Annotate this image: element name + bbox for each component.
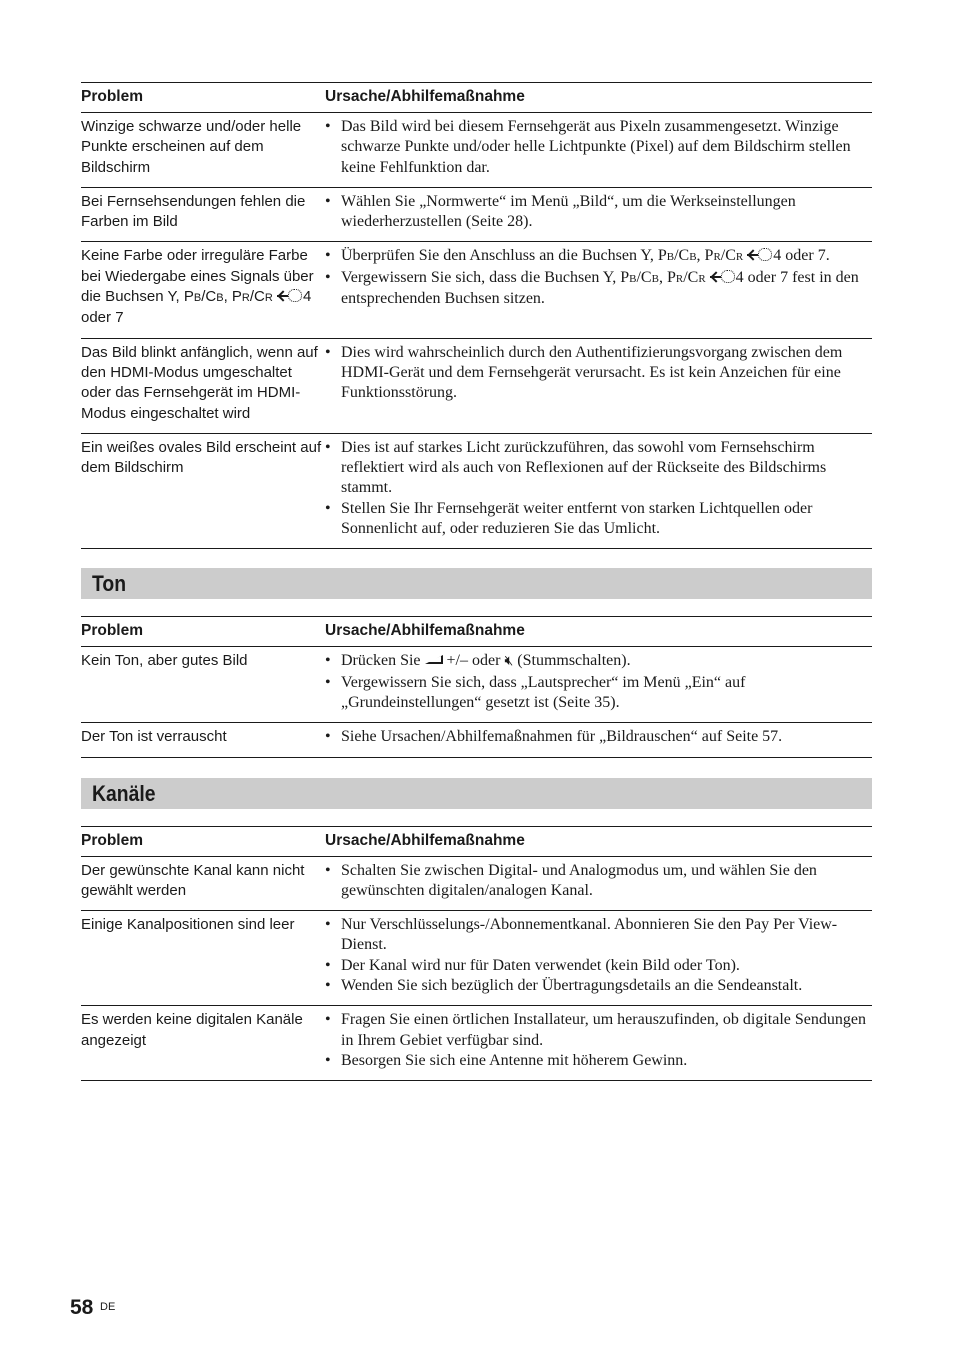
bullet-item: • Der Kanal wird nur für Daten verwendet (kein Bild oder Ton).	[325, 956, 872, 976]
bullet-item: • Das Bild wird bei diesem Fernsehgerät aus Pixeln zusammengesetzt. Winzige schwarze Punkte und/oder helle Lichtpunkte (Pixel) auf dem Bildschirm stellen keine Fehlfunktion dar.	[325, 117, 872, 178]
section-title: Kanäle	[92, 780, 156, 806]
problem-cell: Bei Fernsehsendungen fehlen die Farben im Bild	[81, 187, 325, 242]
input-jack-icon	[710, 270, 736, 284]
bild-table	[81, 82, 872, 549]
solution-cell	[325, 187, 872, 242]
solution-cell	[325, 433, 872, 548]
table-row	[81, 187, 872, 242]
text-part: /C	[249, 288, 265, 306]
subscript: R	[735, 251, 744, 264]
table-row	[81, 856, 872, 911]
subscript: B	[216, 292, 224, 305]
section-heading-ton	[81, 568, 872, 599]
problem-cell: Kein Ton, aber gutes Bild	[81, 647, 325, 723]
table-row	[81, 911, 872, 1006]
bullet-item: • Wenden Sie sich bezüglich der Übertragungsdetails an die Sendeanstalt.	[325, 976, 872, 996]
problem-cell: Der gewünschte Kanal kann nicht gewählt werden	[81, 856, 325, 911]
bullet-item: • Stellen Sie Ihr Fernsehgerät weiter entfernt von starken Lichtquellen oder Sonnenlicht auf, oder reduzieren Sie das Umlicht.	[325, 499, 872, 540]
text-part: /C	[636, 268, 652, 286]
solution-cell	[325, 647, 872, 723]
problem-cell: Winzige schwarze und/oder helle Punkte erscheinen auf dem Bildschirm	[81, 113, 325, 188]
input-jack-icon	[747, 248, 773, 262]
text-part: /C	[720, 247, 736, 265]
bullet-item: • Nur Verschlüsselungs-/Abonnementkanal. Abonnieren Sie den Pay Per View-Dienst.	[325, 915, 872, 956]
text-part: +/– oder	[442, 652, 505, 670]
solution-cell	[325, 242, 872, 338]
header-cause: Ursache/Abhilfemaßnahme	[325, 826, 872, 856]
text-part: , P	[223, 288, 242, 306]
header-problem: Problem	[81, 826, 325, 856]
header-problem: Problem	[81, 617, 325, 647]
table-row	[81, 723, 872, 757]
bullet-item	[325, 651, 872, 672]
subscript: R	[264, 292, 273, 305]
header-problem: Problem	[81, 83, 325, 113]
table-row	[81, 647, 872, 723]
problem-cell: Der Ton ist verrauscht	[81, 723, 325, 757]
table-row	[81, 1006, 872, 1081]
volume-icon	[425, 655, 443, 664]
subscript: B	[666, 251, 675, 264]
table-row	[81, 338, 872, 433]
solution-cell	[325, 723, 872, 757]
table-header	[81, 83, 872, 113]
header-cause: Ursache/Abhilfemaßnahme	[325, 617, 872, 647]
bullet-item: • Vergewissern Sie sich, dass „Lautsprecher“ im Menü „Ein“ auf „Grundeinstellungen“ gesetzt ist (Seite 35).	[325, 673, 872, 714]
text-part: /C	[201, 288, 217, 306]
subscript: R	[241, 292, 250, 305]
bullet-item: • Dies ist auf starkes Licht zurückzuführen, das sowohl vom Fernsehschirm reflektiert wird als auch von Reflexionen auf der Rückseite des Bildschirms stammt.	[325, 438, 872, 499]
bullet-item	[325, 246, 872, 267]
subscript: B	[651, 272, 659, 285]
bullet-item: • Siehe Ursachen/Abhilfemaßnahmen für „Bildrauschen“ auf Seite 57.	[325, 727, 872, 747]
problem-cell: Das Bild blinkt anfänglich, wenn auf den HDMI-Modus umgeschaltet oder das Fernsehgerät im HDMI-Modus eingeschaltet wird	[81, 338, 325, 433]
solution-cell	[325, 113, 872, 188]
bullet-item: • Schalten Sie zwischen Digital- und Analogmodus um, und wählen Sie den gewünschten digitalen/analogen Kanal.	[325, 861, 872, 902]
page-content	[81, 82, 872, 1081]
solution-cell	[325, 911, 872, 1006]
subscript: B	[629, 272, 637, 285]
page-number: 58	[70, 1296, 94, 1319]
problem-cell: Es werden keine digitalen Kanäle angezeigt	[81, 1006, 325, 1081]
input-jack-icon	[277, 289, 303, 303]
text-part: , P	[658, 268, 676, 286]
text-part: (Stummschalten).	[513, 652, 631, 670]
header-cause: Ursache/Abhilfemaßnahme	[325, 83, 872, 113]
bullet-item: • Besorgen Sie sich eine Antenne mit höherem Gewinn.	[325, 1051, 872, 1071]
text-part: /C	[674, 247, 690, 265]
subscript: B	[193, 292, 202, 305]
problem-cell: Einige Kanalpositionen sind leer	[81, 911, 325, 1006]
table-row	[81, 113, 872, 188]
subscript: R	[675, 272, 684, 285]
subscript: R	[698, 272, 706, 285]
problem-cell: Ein weißes ovales Bild erscheint auf dem Bildschirm	[81, 433, 325, 548]
table-row	[81, 242, 872, 338]
table-header	[81, 617, 872, 647]
text-part: /C	[683, 268, 699, 286]
solution-cell	[325, 856, 872, 911]
kanaele-table	[81, 826, 872, 1082]
section-heading-kanaele	[81, 778, 872, 809]
solution-cell	[325, 1006, 872, 1081]
text-part: Keine Farbe oder irreguläre Farbe bei Wiedergabe eines Signals über die Buchsen Y, P	[81, 247, 314, 306]
mute-icon: 🔇︎	[504, 654, 514, 670]
text-part: , P	[696, 247, 714, 265]
page-language: DE	[100, 1301, 116, 1313]
bullet-item: • Wählen Sie „Normwerte“ im Menü „Bild“, um die Werkseinstellungen wiederherzustellen (Seite 28).	[325, 192, 872, 233]
ton-table	[81, 616, 872, 757]
text-part: 4 oder 7.	[773, 247, 830, 265]
bullet-item: • Dies wird wahrscheinlich durch den Authentifizierungsvorgang zwischen dem HDMI-Gerät und dem Fernsehgerät verursacht. Es ist kein Anzeichen für eine Funktionsstörung.	[325, 343, 872, 404]
bullet-item	[325, 268, 872, 310]
section-title: Ton	[92, 571, 127, 597]
solution-cell	[325, 338, 872, 433]
text-part: Vergewissern Sie sich, dass die Buchsen Y, P	[341, 268, 630, 286]
table-row	[81, 433, 872, 548]
text-part: Drücken Sie	[341, 652, 425, 670]
table-header	[81, 826, 872, 856]
subscript: B	[689, 251, 697, 264]
text-part: 4 oder 7 fest in den entsprechenden Buchsen sitzen.	[341, 268, 859, 308]
text-part: 4 oder 7	[81, 288, 312, 327]
bullet-item: • Fragen Sie einen örtlichen Installateur, um herauszufinden, ob digitale Sendungen in Ihrem Gebiet verfügbar sind.	[325, 1010, 872, 1051]
subscript: R	[713, 251, 721, 264]
problem-cell	[81, 242, 325, 338]
text-part: Überprüfen Sie den Anschluss an die Buchsen Y, P	[341, 247, 667, 265]
